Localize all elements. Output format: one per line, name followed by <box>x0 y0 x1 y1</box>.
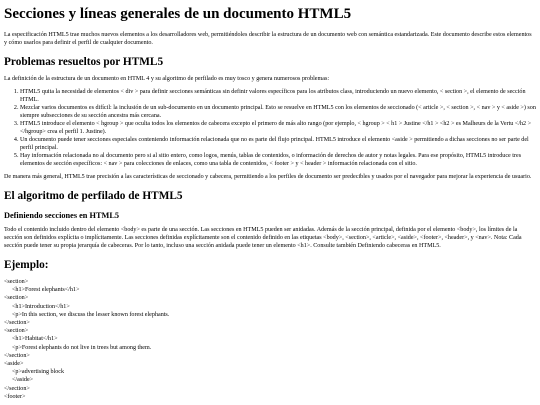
code-line: <section> <box>4 295 29 302</box>
code-line: </section> <box>4 385 30 392</box>
problems-heading: Problemas resueltos por HTML5 <box>4 56 164 68</box>
page-title: Secciones y líneas generales de un documento HTML5 <box>4 6 352 22</box>
code-line: <h1>Habitat</h1> <box>12 336 58 343</box>
algorithm-subheading: Definiendo secciones en HTML5 <box>4 211 119 220</box>
list-item: 3. HTML5 introduce el elemento < hgroup > que oculta todos los elementos de cabecera excepto el primero de más alto rango (por ejemplo, < hgroup > < h1 > Justine </h1 > <h2 > es Malheurs de la Vertu </h2 > </hgroup> crea el perfil 1. Justine). <box>20 120 536 136</box>
code-line: <p>In this section, we discuss the lesser known forest elephants. <box>12 311 170 318</box>
code-line: <section> <box>4 328 29 335</box>
code-example <box>4 278 536 401</box>
code-line: </section> <box>4 352 30 359</box>
code-line: <p>Forest elephants do not live in trees but among them. <box>12 344 152 351</box>
example-heading: Ejemplo: <box>4 259 49 271</box>
list-item: 1. HTML5 quita la necesidad de elementos < div > para definir secciones semánticas sin definir valores específicos para los atributos class, introduciendo un nuevo elemento, < section >, el elemento de sección HTML. <box>20 88 536 104</box>
problems-list <box>4 88 536 168</box>
code-line: </section> <box>4 320 30 327</box>
algorithm-body: Todo el contenido incluido dentro del elemento <body> es parte de una sección. Las secciones en HTML5 pueden ser anidadas. Además de la sección principal, definida por el elemento <body>, los límites de la sección son definidos explícita o implícitamente. Las secciones definidas explícitamente son el contenido definido en las etiquetas <body>, <section>, <article>, <aside>, <footer>, <header>, y <nav>. Nota: Cada sección puede tener su propia jerarquía de cabeceras. Por lo tanto, incluso una sección anidada puede tener un elemento <h1>. Consulte también Definiendo cabeceras en HTML5. <box>4 227 522 249</box>
problems-lead: La definición de la estructura de un documento en HTML 4 y su algoritmo de perfilado es muy tosco y genera numerosos problemas: <box>4 76 330 82</box>
code-line: <section> <box>4 279 29 285</box>
code-line: <h1>Introduction</h1> <box>12 303 70 310</box>
code-line: <aside> <box>4 361 24 368</box>
list-item: 2. Mezclar varios documentos es difícil: la inclusión de un sub-documento en un documento principal. Esto se resuelve en HTML5 con los elementos de seccionado (< article >, < section >, < nav > y < aside >) son siempre subsecciones de su sección ancestra más cercana. <box>20 104 536 120</box>
algorithm-heading: El algoritmo de perfilado de HTML5 <box>4 190 183 202</box>
code-line: <p>advertising block <box>12 369 65 376</box>
code-line: <footer> <box>4 393 26 400</box>
code-line: </aside> <box>12 377 34 384</box>
list-item: 5. Hay información relacionada no al documento pero si al sitio entero, como logos, menús, tablas de contenidos, o información de derechos de autor y notas legales. Para ese propósito, HTML5 introduce tres elementos de sección específicos: < nav > para colecciones de enlaces, como una tabla de contenidos, < footer > y < header > información relacionada con el sitio. <box>20 152 536 168</box>
list-item: 4. Un documento puede tener secciones especiales conteniendo información relacionada que no es parte del flujo principal. HTML5 introduce el elemento <aside > permitiendo a dichas secciones no ser parte del perfil principal. <box>20 136 536 152</box>
problems-closing: De manera más general, HTML5 trae precisión a las características de seccionado y cabecera, permitiendo a los perfiles de documento ser predecibles y usados por el navegador para mejorar la experiencia de usuario. <box>4 174 532 180</box>
code-line: <h1>Forest elephants</h1> <box>12 287 80 294</box>
intro-paragraph: La especificación HTML5 trae muchos nuevos elementos a los desarrolladores web, permitiéndoles describir la estructura de un documento web con semántica estandarizada. Este documento describe estos elementos y cómo usarlos para definir el perfil de cualquier documento. <box>4 32 532 46</box>
